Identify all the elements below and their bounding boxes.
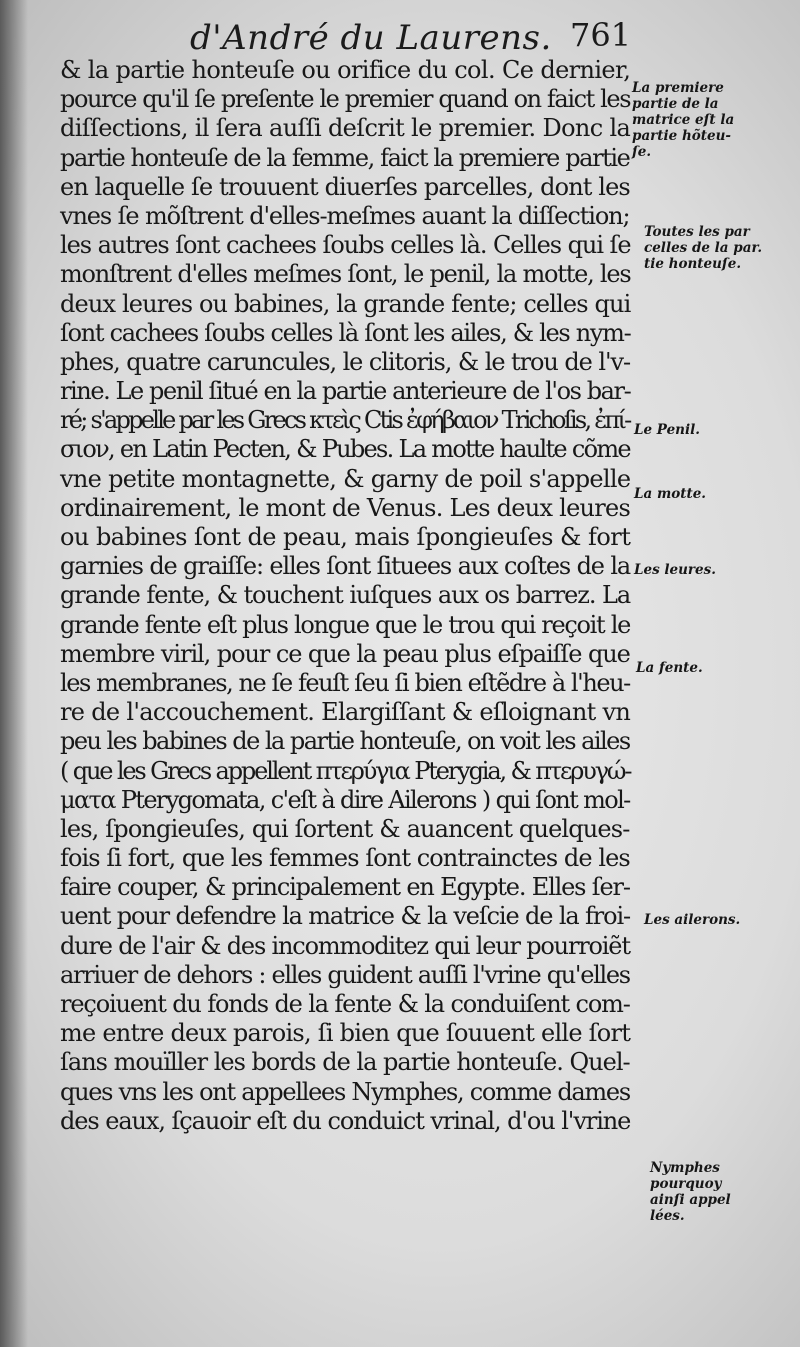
text-line: ſont cachees ſoubs celles là ſont les ailes, & les nym- bbox=[60, 318, 631, 347]
text-line: deux leures ou babines, la grande fente; celles qui bbox=[60, 289, 631, 318]
body-text bbox=[60, 56, 640, 1136]
text-line: des eaux, ſçauoir eſt du conduict vrinal, d'ou l'vrine bbox=[60, 1106, 631, 1135]
text-line: les, ſpongieuſes, qui ſortent & auancent quelques- bbox=[60, 814, 630, 843]
margin-note-premiere-partie: La premiere partie de la matrice eſt la partie hõteu- ſe. bbox=[632, 80, 735, 160]
margin-note-les-leures: Les leures. bbox=[634, 562, 716, 578]
binding-shadow bbox=[0, 0, 28, 1347]
margin-note-toutes-les-parties: Toutes les par celles de la par. tie honteuſe. bbox=[644, 224, 763, 272]
text-line: reçoiuent du fonds de la fente & la conduiſent com- bbox=[60, 990, 630, 1018]
margin-note-les-ailerons: Les ailerons. bbox=[644, 912, 741, 928]
text-line: peu les babines de la partie honteuſe, on voit les ailes bbox=[60, 727, 630, 756]
text-line: ματα Pterygomata, c'eſt à dire Ailerons ) qui ſont mol- bbox=[60, 785, 630, 814]
text-line: re de l'accouchement. Elargiſſant & eſloignant vn bbox=[60, 698, 631, 727]
text-line: grande fente eſt plus longue que le trou qui reçoit le bbox=[60, 610, 630, 639]
text-line: phes, quatre caruncules, le clitoris, & le trou de l'v- bbox=[60, 347, 631, 376]
page-number: 761 bbox=[570, 16, 632, 54]
text-line: ( que les Grecs appellent πτερύγια Pterygia, & πτερυγώ- bbox=[60, 756, 631, 785]
text-line: ré; s'appelle par les Grecs κτεὶς Ctis ἐφήβαιον Trichoſis, ἐπί- bbox=[60, 406, 630, 435]
text-line: dure de l'air & des incommoditez qui leur pourroiẽt bbox=[60, 931, 630, 960]
text-line: les membranes, ne ſe feuſt ſeu ſi bien eſtẽdre à l'heu- bbox=[60, 668, 630, 697]
text-line: ques vns les ont appellees Nymphes, comme dames bbox=[60, 1077, 630, 1106]
text-line: uent pour defendre la matrice & la veſcie de la froi- bbox=[60, 902, 630, 931]
text-line: membre viril, pour ce que la peau plus eſpaiſſe que bbox=[60, 639, 630, 668]
text-line: σιον, en Latin Pecten, & Pubes. La motte haulte cõme bbox=[60, 435, 630, 464]
text-line: me entre deux parois, ſi bien que ſouuent elle ſort bbox=[60, 1019, 631, 1048]
text-line: pource qu'il ſe preſente le premier quand on faict les bbox=[60, 85, 631, 114]
text-line: grande fente, & touchent iuſques aux os barrez. La bbox=[60, 581, 631, 610]
text-line: vne petite montagnette, & garny de poil s'appelle bbox=[60, 464, 631, 493]
text-line: ou babines ſont de peau, mais ſpongieuſes & fort bbox=[60, 523, 631, 551]
text-line: diſſections, il ſera auſſi deſcrit le premier. Donc la bbox=[60, 114, 631, 143]
text-line: les autres ſont cachees ſoubs celles là. Celles qui ſe bbox=[60, 231, 631, 260]
text-line: rine. Le penil ſitué en la partie anterieure de l'os bar- bbox=[60, 377, 631, 406]
text-line: monſtrent d'elles meſmes ſont, le penil, la motte, les bbox=[60, 260, 631, 289]
text-line: ſans mouïller les bords de la partie honteuſe. Quel- bbox=[60, 1048, 630, 1077]
text-line: partie honteuſe de la femme, faict la premiere partie bbox=[60, 143, 630, 172]
margin-note-nymphes: Nymphes pourquoy ainſi appel lées. bbox=[650, 1160, 731, 1224]
text-line: vnes ſe mõſtrent d'elles-meſmes auant la diſſection; bbox=[60, 201, 630, 230]
margin-note-la-fente: La fente. bbox=[636, 660, 703, 676]
text-line: ordinairement, le mont de Venus. Les deux leures bbox=[60, 493, 631, 522]
text-line: faire couper, & principalement en Egypte. Elles ſer- bbox=[60, 873, 630, 902]
text-line: garnies de graiſſe: elles ſont ſituees aux coſtes de la bbox=[60, 552, 631, 581]
margin-notes bbox=[620, 0, 795, 1347]
margin-note-le-penil: Le Penil. bbox=[634, 422, 700, 438]
text-line: arriuer de dehors : elles guident auſſi l'vrine qu'elles bbox=[60, 960, 630, 989]
text-line: & la partie honteuſe ou orifice du col. Ce dernier, bbox=[60, 56, 631, 84]
margin-note-la-motte: La motte. bbox=[634, 486, 706, 502]
text-line: en laquelle ſe trouuent diuerſes parcelles, dont les bbox=[60, 172, 630, 201]
running-title: d'André du Laurens. bbox=[190, 18, 552, 58]
text-line: fois ſi fort, que les femmes ſont contrainctes de les bbox=[60, 844, 630, 873]
